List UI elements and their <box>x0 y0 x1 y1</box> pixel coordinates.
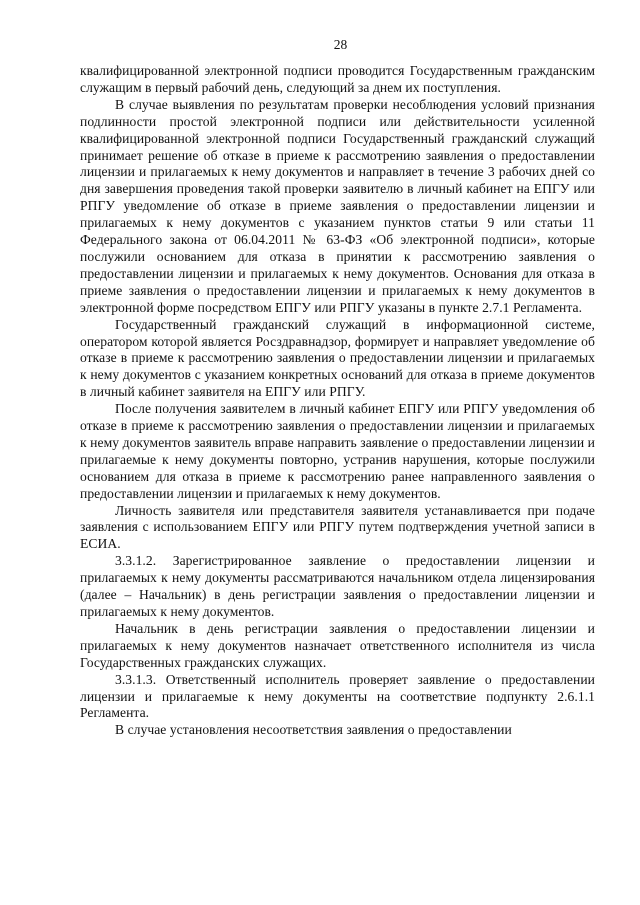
paragraph-continuation: квалифицированной электронной подписи проводится Государственным гражданским служащим в первый рабочий день, следующий за днем их поступления. <box>80 63 595 95</box>
page-number: 28 <box>333 37 348 52</box>
paragraph-identity: Личность заявителя или представителя заявителя устанавливается при подаче заявления с использованием ЕПГУ или РПГУ путем подтверждения учетной записи в ЕСИА. <box>80 502 595 552</box>
paragraph-signature-check: В случае выявления по результатам проверки несоблюдения условий признания подлинности простой электронной подписи или действительности усиленной квалифицированной электронной подписи Государственный гражданский служащий принимает решение об отказе в приеме к рассмотрению заявления о предоставлении лицензии и прилагаемых к нему документов и направляет в течение 3 рабочих дней со дня завершения проведения такой проверки заявителю в личный кабинет на ЕПГУ или РПГУ уведомление об отказе в приеме заявления о предоставлении лицензии и прилагаемых к нему документов с указанием пунктов статьи 9 или статьи 11 Федерального закона от 06.04.2011 № 63-ФЗ «Об электронной подписи», которые послужили основанием для отказа в принятии к рассмотрению заявления о предоставлении лицензии и прилагаемых к нему документов. Основания для отказа в приеме заявления о предоставлении лицензии и прилагаемых к нему документов в электронной форме посредством ЕПГУ или РПГУ указаны в пункте 2.7.1 Регламента. <box>80 96 595 315</box>
paragraph-refusal-notice: Государственный гражданский служащий в информационной системе, оператором которой является Росздравнадзор, формирует и направляет уведомление об отказе в приеме к рассмотрению заявления о предоставлении лицензии и прилагаемых к нему документов с указанием конкретных оснований для отказа в приеме документов в личный кабинет заявителя на ЕПГУ или РПГУ. <box>80 316 595 400</box>
paragraph-mismatch: В случае установления несоответствия заявления о предоставлении <box>115 722 512 738</box>
paragraph-3-3-1-3: 3.3.1.3. Ответственный исполнитель проверяет заявление о предоставлении лицензии и прилагаемые к нему документы на соответствие подпункту 2.6.1.1 Регламента. <box>80 671 595 721</box>
paragraph-resubmission: После получения заявителем в личный кабинет ЕПГУ или РПГУ уведомления об отказе в приеме к рассмотрению заявления о предоставлении лицензии и прилагаемых к нему документов заявитель вправе направить заявление о предоставлении лицензии и прилагаемые к нему документы повторно, устранив нарушения, которые послужили основанием для отказа в приеме к рассмотрению ранее направленного заявления о предоставлении лицензии и прилагаемых к нему документов. <box>80 401 595 501</box>
paragraph-3-3-1-2: 3.3.1.2. Зарегистрированное заявление о предоставлении лицензии и прилагаемых к нему документы рассматриваются начальником отдела лицензирования (далее – Начальник) в день регистрации заявления о предоставлении лицензии и прилагаемых к нему документов. <box>80 553 595 619</box>
paragraph-chief-assigns: Начальник в день регистрации заявления о предоставлении лицензии и прилагаемых к нему документов назначает ответственного исполнителя из числа Государственных гражданских служащих. <box>80 620 595 670</box>
